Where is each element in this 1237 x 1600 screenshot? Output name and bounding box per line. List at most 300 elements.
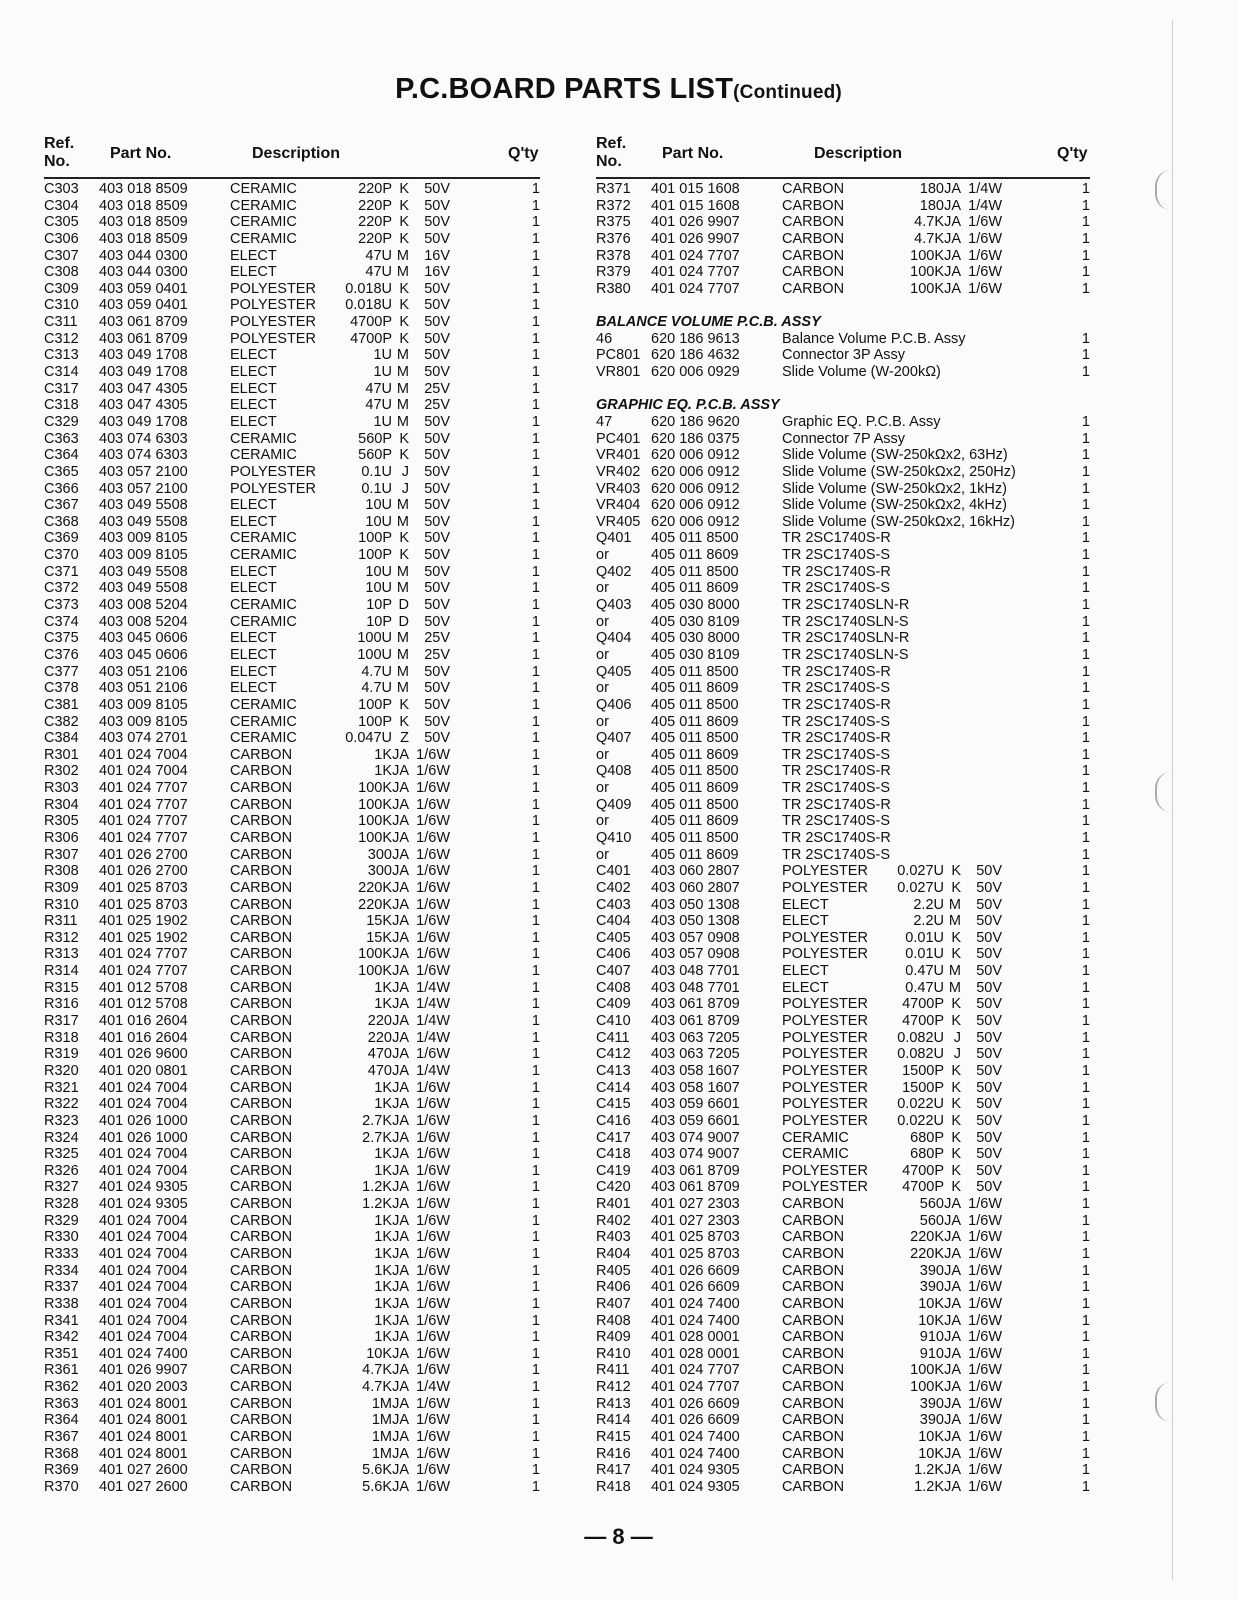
table-row	[596, 930, 1096, 947]
quantity: 1	[531, 1212, 540, 1229]
table-row	[596, 1479, 1096, 1496]
value: 220P	[358, 214, 392, 231]
tolerance: JA	[392, 1029, 409, 1046]
value: 100P	[358, 547, 392, 564]
table-row	[596, 1046, 1096, 1063]
table-row	[44, 1013, 544, 1030]
rating: 1/6W	[968, 1379, 1002, 1396]
description: ELECT	[230, 413, 277, 430]
quantity: 1	[1081, 463, 1090, 480]
part-no: 405 011 8609	[651, 780, 739, 797]
tolerance: JA	[392, 863, 409, 880]
rating: 1/6W	[416, 963, 450, 980]
part-no: 401 024 7004	[99, 746, 188, 763]
ref-no: R415	[596, 1429, 631, 1446]
description: TR 2SC1740S-S	[782, 713, 890, 730]
table-row	[596, 614, 1096, 631]
quantity: 1	[531, 1462, 540, 1479]
rating: 50V	[976, 1129, 1002, 1146]
part-no: 401 027 2303	[651, 1196, 740, 1213]
part-no: 401 016 2604	[99, 1029, 188, 1046]
part-no: 401 026 6609	[651, 1395, 740, 1412]
description: POLYESTER	[782, 1096, 868, 1113]
table-row	[44, 996, 544, 1013]
ref-no: Q402	[596, 563, 632, 580]
ref-no: R307	[44, 846, 79, 863]
part-no: 620 006 0929	[651, 364, 740, 381]
value: 4700P	[902, 1013, 944, 1030]
quantity: 1	[1081, 613, 1090, 630]
value: 1K	[374, 746, 392, 763]
part-no: 401 024 7004	[99, 1146, 188, 1163]
quantity: 1	[531, 413, 540, 430]
value: 220P	[358, 230, 392, 247]
ref-no: R417	[596, 1462, 631, 1479]
tolerance: K	[951, 1179, 961, 1196]
quantity: 1	[531, 713, 540, 730]
tolerance: JA	[392, 846, 409, 863]
part-no: 403 044 0300	[99, 247, 188, 264]
value: 47U	[365, 397, 392, 414]
table-row	[596, 897, 1096, 914]
quantity: 1	[531, 746, 540, 763]
description: ELECT	[782, 963, 829, 980]
rating: 1/6W	[416, 1129, 450, 1146]
quantity: 1	[1081, 264, 1090, 281]
ref-no: R312	[44, 929, 79, 946]
table-row	[44, 297, 544, 314]
table-row	[44, 664, 544, 681]
value: 100K	[358, 813, 392, 830]
description: TR 2SC1740S-R	[782, 663, 891, 680]
value: 0.027U	[897, 879, 944, 896]
rating: 1/6W	[968, 1345, 1002, 1362]
description: Slide Volume (W-200kΩ)	[782, 364, 941, 381]
rating: 1/6W	[968, 1395, 1002, 1412]
rating: 16V	[424, 264, 450, 281]
quantity: 1	[531, 846, 540, 863]
tolerance: JA	[392, 813, 409, 830]
ref-no: or	[596, 746, 609, 763]
table-row	[596, 264, 1096, 281]
ref-no: R367	[44, 1429, 79, 1446]
part-no: 403 009 8105	[99, 713, 188, 730]
tolerance: K	[951, 1129, 961, 1146]
description: CARBON	[782, 1212, 845, 1229]
quantity: 1	[531, 364, 540, 381]
description: POLYESTER	[230, 297, 316, 314]
quantity: 1	[1081, 447, 1090, 464]
value: 300	[367, 863, 392, 880]
description: CERAMIC	[782, 1146, 849, 1163]
description: CARBON	[230, 796, 293, 813]
part-no: 401 024 8001	[99, 1429, 188, 1446]
tolerance: JA	[392, 1162, 409, 1179]
quantity: 1	[1081, 1013, 1090, 1030]
table-row	[596, 1296, 1096, 1313]
part-no: 401 026 2700	[99, 863, 188, 880]
ref-no: C314	[44, 364, 79, 381]
value: 0.047U	[345, 730, 392, 747]
part-no: 405 011 8500	[651, 563, 739, 580]
quantity: 1	[531, 1395, 540, 1412]
quantity: 1	[1081, 1412, 1090, 1429]
tolerance: JA	[944, 230, 961, 247]
value: 1K	[374, 1229, 392, 1246]
header-rule-right	[596, 177, 1090, 179]
ref-no: R318	[44, 1029, 79, 1046]
value: 10U	[365, 513, 392, 530]
ref-no: R342	[44, 1329, 79, 1346]
part-no: 401 024 7004	[99, 1212, 188, 1229]
value: 0.018U	[345, 297, 392, 314]
quantity: 1	[1081, 413, 1090, 430]
part-no: 403 049 5508	[99, 563, 188, 580]
quantity: 1	[1081, 530, 1090, 547]
table-row	[596, 497, 1096, 514]
tolerance: JA	[392, 1262, 409, 1279]
rating: 25V	[424, 380, 450, 397]
quantity: 1	[1081, 780, 1090, 797]
part-no: 401 012 5708	[99, 979, 188, 996]
tolerance: JA	[944, 1312, 961, 1329]
value: 390	[919, 1262, 944, 1279]
ref-no: R334	[44, 1262, 79, 1279]
quantity: 1	[1081, 796, 1090, 813]
quantity: 1	[1081, 946, 1090, 963]
rating: 1/6W	[968, 1329, 1002, 1346]
ref-no: C373	[44, 597, 79, 614]
ref-no: R309	[44, 879, 79, 896]
ref-no: C307	[44, 247, 79, 264]
ref-no: C368	[44, 513, 79, 530]
quantity: 1	[531, 913, 540, 930]
part-no: 401 027 2600	[99, 1462, 188, 1479]
quantity: 1	[531, 447, 540, 464]
ref-no: R414	[596, 1412, 631, 1429]
blank-row	[596, 381, 1096, 398]
ref-no: C367	[44, 497, 79, 514]
tolerance: J	[953, 1046, 961, 1063]
rating: 50V	[976, 996, 1002, 1013]
quantity: 1	[531, 513, 540, 530]
value: 0.1U	[361, 463, 392, 480]
rating: 1/6W	[416, 896, 450, 913]
table-row	[596, 813, 1096, 830]
quantity: 1	[531, 1196, 540, 1213]
table-row	[596, 1462, 1096, 1479]
ref-no: C317	[44, 380, 79, 397]
description: CARBON	[782, 1395, 845, 1412]
table-row	[44, 1412, 544, 1429]
description: Slide Volume (SW-250kΩx2, 4kHz)	[782, 497, 1007, 514]
quantity: 1	[1081, 896, 1090, 913]
quantity: 1	[531, 1146, 540, 1163]
table-row	[44, 680, 544, 697]
value: 0.022U	[897, 1112, 944, 1129]
rating: 50V	[976, 1013, 1002, 1030]
rating: 1/6W	[416, 1229, 450, 1246]
ref-no: C306	[44, 230, 79, 247]
description: CARBON	[230, 946, 293, 963]
table-row	[596, 1213, 1096, 1230]
part-no: 401 012 5708	[99, 996, 188, 1013]
rating: 50V	[424, 330, 450, 347]
description: CARBON	[782, 280, 845, 297]
table-row	[44, 847, 544, 864]
rating: 50V	[424, 680, 450, 697]
ref-no: C384	[44, 730, 79, 747]
part-no: 403 057 0908	[651, 929, 740, 946]
quantity: 1	[1081, 630, 1090, 647]
ref-no: C405	[596, 929, 631, 946]
rating: 1/6W	[968, 1462, 1002, 1479]
description: CARBON	[782, 1412, 845, 1429]
part-no: 401 025 8703	[99, 896, 188, 913]
quantity: 1	[1081, 1046, 1090, 1063]
value: 1K	[374, 1212, 392, 1229]
part-no: 405 030 8000	[651, 630, 740, 647]
rating: 1/6W	[968, 1246, 1002, 1262]
tolerance: K	[399, 197, 409, 214]
ref-no: 47	[596, 413, 613, 430]
ref-no: C420	[596, 1179, 631, 1196]
table-row	[596, 580, 1096, 597]
part-no: 401 025 8703	[99, 879, 188, 896]
part-no: 401 024 7004	[99, 1246, 188, 1262]
ref-no: R325	[44, 1146, 79, 1163]
table-row	[44, 647, 544, 664]
value: 560P	[358, 430, 392, 447]
tolerance: J	[953, 1029, 961, 1046]
description: CARBON	[782, 1379, 845, 1396]
table-row	[596, 1163, 1096, 1180]
description: ELECT	[230, 247, 277, 264]
tolerance: K	[399, 330, 409, 347]
table-row	[44, 614, 544, 631]
part-no: 403 050 1308	[651, 896, 740, 913]
quantity: 1	[531, 1262, 540, 1279]
rating: 50V	[976, 879, 1002, 896]
value: 1K	[374, 979, 392, 996]
quantity: 1	[531, 863, 540, 880]
ref-no: C304	[44, 197, 79, 214]
tolerance: K	[951, 1013, 961, 1030]
ref-no: R338	[44, 1295, 79, 1312]
description: TR 2SC1740S-R	[782, 763, 891, 780]
tolerance: JA	[944, 1196, 961, 1213]
description: Slide Volume (SW-250kΩx2, 63Hz)	[782, 447, 1008, 464]
quantity: 1	[1081, 247, 1090, 264]
table-row	[44, 281, 544, 298]
rating: 1/4W	[416, 1029, 450, 1046]
tolerance: M	[396, 630, 409, 647]
quantity: 1	[1081, 963, 1090, 980]
description: POLYESTER	[230, 463, 316, 480]
ref-no: R322	[44, 1096, 79, 1113]
part-no: 403 058 1607	[651, 1062, 740, 1079]
tolerance: JA	[392, 996, 409, 1013]
rating: 1/6W	[968, 1429, 1002, 1446]
part-no: 620 186 9620	[651, 413, 740, 430]
value: 100K	[910, 264, 944, 281]
table-row	[596, 364, 1096, 381]
description: CARBON	[782, 1246, 845, 1262]
description: CARBON	[230, 1212, 293, 1229]
table-row	[596, 963, 1096, 980]
rating: 1/6W	[416, 1478, 450, 1495]
rating: 50V	[424, 530, 450, 547]
quantity: 1	[531, 1312, 540, 1329]
page-title	[0, 73, 1237, 106]
description: CARBON	[782, 1329, 845, 1346]
rating: 1/6W	[416, 780, 450, 797]
table-row	[44, 980, 544, 997]
tolerance: K	[951, 996, 961, 1013]
ref-no: C318	[44, 397, 79, 414]
quantity: 1	[531, 547, 540, 564]
part-no: 403 009 8105	[99, 530, 188, 547]
tolerance: JA	[392, 1462, 409, 1479]
quantity: 1	[1081, 979, 1090, 996]
ref-no: C402	[596, 879, 631, 896]
table-row	[596, 198, 1096, 215]
rating: 50V	[424, 563, 450, 580]
value: 1.2K	[914, 1478, 944, 1495]
quantity: 1	[1081, 696, 1090, 713]
table-row	[596, 414, 1096, 431]
quantity: 1	[531, 1062, 540, 1079]
description: Graphic EQ. P.C.B. Assy	[782, 413, 941, 430]
value: 0.027U	[897, 863, 944, 880]
table-row	[596, 830, 1096, 847]
description: TR 2SC1740S-S	[782, 580, 890, 597]
table-row	[44, 530, 544, 547]
value: 4.7K	[362, 1379, 392, 1396]
description: CARBON	[782, 1196, 845, 1213]
table-row	[596, 1246, 1096, 1263]
tolerance: K	[951, 879, 961, 896]
ref-no: R371	[596, 181, 631, 197]
table-row	[596, 1179, 1096, 1196]
description: CARBON	[782, 1478, 845, 1495]
part-no: 405 011 8500	[651, 829, 739, 846]
ref-no: R315	[44, 979, 79, 996]
quantity: 1	[531, 1329, 540, 1346]
part-no: 403 061 8709	[99, 314, 188, 331]
ref-no: R401	[596, 1196, 631, 1213]
part-no: 401 026 6609	[651, 1262, 740, 1279]
description: POLYESTER	[782, 1062, 868, 1079]
ref-no: R324	[44, 1129, 79, 1146]
value: 100K	[358, 829, 392, 846]
table-row	[596, 1263, 1096, 1280]
tolerance: JA	[392, 1046, 409, 1063]
quantity: 1	[1081, 646, 1090, 663]
part-no: 403 051 2106	[99, 663, 188, 680]
binder-hole	[1155, 1382, 1171, 1422]
part-no: 401 026 9907	[651, 214, 740, 231]
rating: 1/6W	[968, 1478, 1002, 1495]
rating: 1/6W	[416, 1345, 450, 1362]
header-rule-left	[44, 177, 540, 179]
quantity: 1	[1081, 1179, 1090, 1196]
value: 0.01U	[905, 929, 944, 946]
part-no: 401 024 7707	[99, 796, 188, 813]
table-row	[44, 347, 544, 364]
rating: 25V	[424, 646, 450, 663]
ref-no: C408	[596, 979, 631, 996]
value: 100K	[910, 1379, 944, 1396]
description: POLYESTER	[782, 996, 868, 1013]
part-no: 403 049 5508	[99, 497, 188, 514]
rating: 1/6W	[416, 846, 450, 863]
quantity: 1	[531, 646, 540, 663]
part-no: 403 060 2807	[651, 863, 740, 880]
rating: 50V	[424, 580, 450, 597]
tolerance: M	[948, 979, 961, 996]
ref-no: C415	[596, 1096, 631, 1113]
table-row	[596, 1412, 1096, 1429]
part-no: 403 059 0401	[99, 280, 188, 297]
rating: 1/6W	[416, 913, 450, 930]
part-no: 401 024 7707	[651, 264, 740, 281]
tolerance: K	[951, 1146, 961, 1163]
table-row	[44, 497, 544, 514]
table-row	[596, 1329, 1096, 1346]
part-no: 405 011 8609	[651, 680, 739, 697]
part-no: 401 025 1902	[99, 913, 188, 930]
quantity: 1	[531, 813, 540, 830]
tolerance: M	[396, 497, 409, 514]
ref-no: R306	[44, 829, 79, 846]
value: 10K	[918, 1429, 944, 1446]
part-no: 401 024 7707	[99, 780, 188, 797]
ref-no: C365	[44, 463, 79, 480]
part-no: 401 024 8001	[99, 1412, 188, 1429]
table-row	[596, 1013, 1096, 1030]
table-row	[44, 1080, 544, 1097]
ref-no: C416	[596, 1112, 631, 1129]
description: POLYESTER	[230, 280, 316, 297]
quantity: 1	[1081, 513, 1090, 530]
description: CARBON	[230, 1062, 293, 1079]
table-row	[596, 1396, 1096, 1413]
description: CARBON	[230, 1345, 293, 1362]
quantity: 1	[531, 230, 540, 247]
part-no: 403 063 7205	[651, 1029, 740, 1046]
tolerance: JA	[392, 1362, 409, 1379]
value: 220K	[358, 879, 392, 896]
table-row	[596, 1096, 1096, 1113]
part-no: 401 025 8703	[651, 1229, 740, 1246]
tolerance: JA	[944, 1345, 961, 1362]
tolerance: M	[396, 563, 409, 580]
description: TR 2SC1740S-S	[782, 680, 890, 697]
description: CARBON	[230, 1295, 293, 1312]
quantity: 1	[1081, 913, 1090, 930]
rating: 1/6W	[968, 230, 1002, 247]
ref-no: C418	[596, 1146, 631, 1163]
value: 1U	[373, 347, 392, 364]
description: TR 2SC1740S-R	[782, 696, 891, 713]
ref-no: VR403	[596, 480, 641, 497]
quantity: 1	[531, 1412, 540, 1429]
table-row	[596, 1279, 1096, 1296]
ref-no: C308	[44, 264, 79, 281]
ref-no: or	[596, 846, 609, 863]
rating: 16V	[424, 247, 450, 264]
